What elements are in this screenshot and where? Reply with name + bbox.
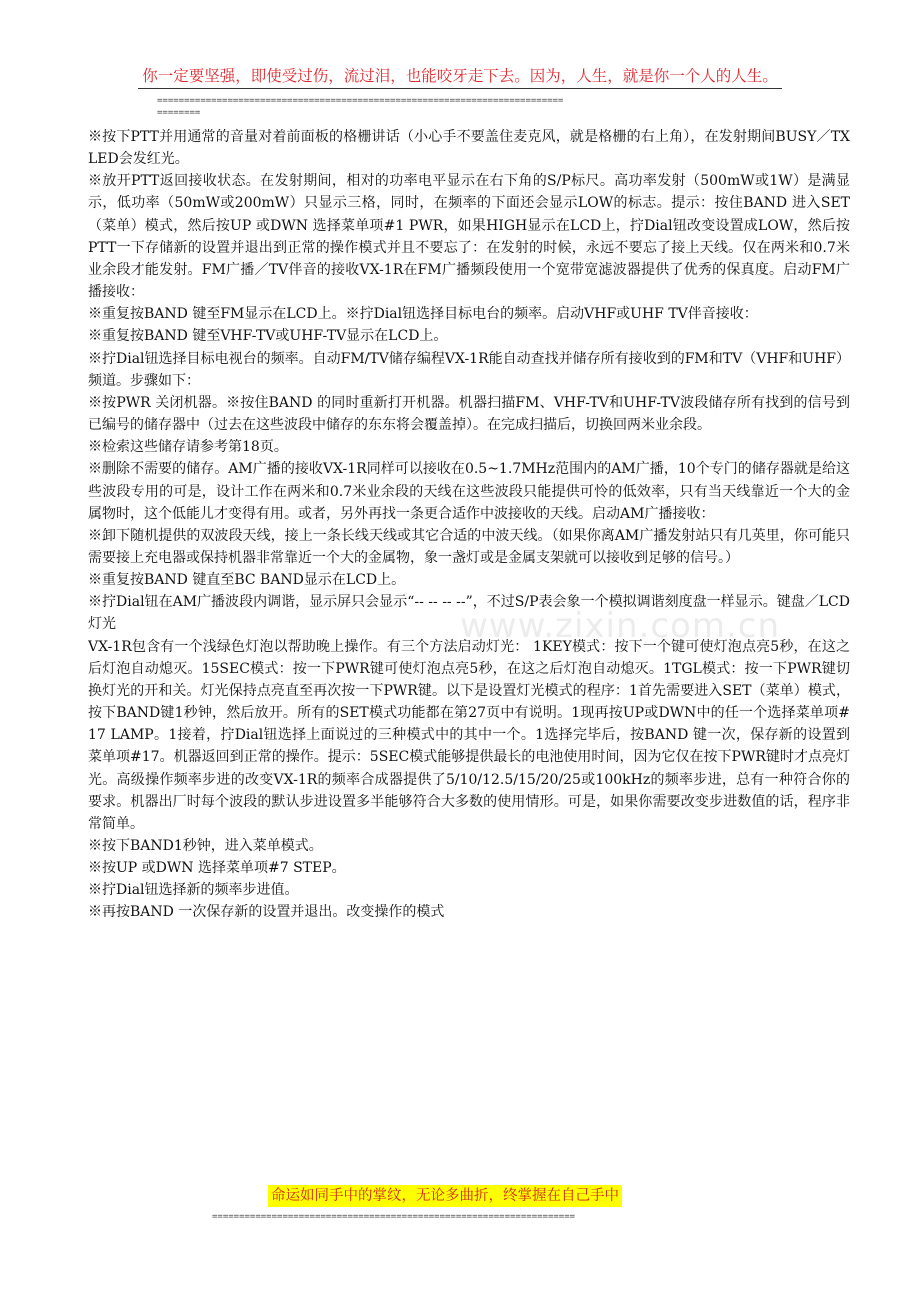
paragraph: ※按下BAND1秒钟，进入菜单模式。 [88,838,323,854]
paragraph: ※重复按BAND 键至VHF-TV或UHF-TV显示在LCD上。 [88,328,448,345]
paragraph: VX-1R包含有一个浅绿色灯泡以帮助晚上操作。有三个方法启动灯光： 1KEY模式：按下一个键可使灯泡点亮5秒，在这之后灯泡自动熄灭。15SEC模式：按一下PWR键可使灯泡点亮5秒，在这之后灯泡自动熄灭。1TGL模式：按一下PWR键切换灯光的开和关。灯光保持点亮直至再次按一下PWR键。以下是设置灯光模式的程序：1首先需要进入SET（菜单）模式，按下BAND键1秒钟，然后放开。所有的SET模式功能都在第27页中有说明。1现再按UP或DWN中的任一个选择菜单项#17 LAMP。1接着，拧Dial钮选择上面说过的三种模式中的其中一个。1选择完毕后，按BAND 键一次，保存新的设置到菜单项#17。机器返回到正常的操作。提示：5SEC模式能够提供最长的电池使用时间，因为它仅在按下PWR键时才点亮灯光。高级操作频率步进的改变VX-1R的频率合成器提供了5/10/12.5/15/20/25或100kHz的频率步进，总有一种符合你的要求。机器出厂时每个波段的默认步进设置多半能够符合大多数的使用情形。可是，如果你需要改变步进数值的话，程序非常简单。 [88,638,850,832]
paragraph: ※按PWR 关闭机器。※按住BAND 的同时重新打开机器。机器扫描FM、VHF-TV和UHF-TV波段储存所有找到的信号到已编号的储存器中（过去在这些波段中储存的东东将会覆盖掉）。在完成扫描后，切换回两米业余段。 [88,394,850,434]
paragraph: ※删除不需要的储存。AM广播的接收VX-1R同样可以接收在0.5~1.7MHz范围内的AM广播，10个专门的储存器就是给这些波段专用的可是，设计工作在两米和0.7米业余段的天线在这些波段只能提供可怜的低效率，只有当天线靠近一个大的金属物时，这个低能儿才变得有用。或者，另外再找一条更合适作中波接收的天线。启动AM广播接收： [88,461,850,522]
watermark: www.zixin.com.cn [460,606,780,646]
paragraph: ※放开PTT返回接收状态。在发射期间，相对的功率电平显示在右下角的S/P标尺。高功率发射（500mW或1W）是满显示，低功率（50mW或200mW）只显示三格，同时，在频率的下面还会显示LOW的标志。提示：按住BAND 进入SET（菜单）模式，然后按UP 或DWN 选择菜单项#1 PWR，如果HIGH显示在LCD上，拧Dial钮改变设置成LOW，然后按PTT一下存储新的设置并退出到正常的操作模式并且不要忘了：在发射的时候，永远不要忘了接上天线。仅在两米和0.7米业余段才能发射。FM广播／TV伴音的接收VX-1R在FM广播频段使用一个宽带宽滤波器提供了优秀的保真度。启动FM广播接收： [88,173,850,301]
header-divider [138,88,782,89]
paragraph: ※重复按BAND 键至FM显示在LCD上。※拧Dial钮选择目标电台的频率。启动VHF或UHF TV伴音接收： [88,306,758,323]
paragraph: ※重复按BAND 键直至BC BAND显示在LCD上。 [88,572,406,589]
footer-motto: 命运如同手中的掌纹，无论多曲折，终掌握在自己手中 [268,1185,622,1207]
paragraph: ※检索这些储存请参考第18页。 [88,439,288,456]
paragraph: ※拧Dial钮在AM广播波段内调谐，显示屏只会显示“-- -- -- --”，不过S/P表会象一个模拟调谐刻度盘一样显示。键盘／LCD灯光 [88,594,850,633]
paragraph: ※按UP 或DWN 选择菜单项#7 STEP。 [88,860,346,877]
paragraph: ※卸下随机提供的双波段天线，接上一条长线天线或其它合适的中波天线。（如果你离AM广播发射站只有几英里，你可能只需要接上充电器或保持机器非常靠近一个大的金属物，象一盏灯或是金属支架就可以接收到足够的信号。） [88,527,850,566]
header-motto: 你一定要坚强，即使受过伤，流过泪，也能咬牙走下去。因为，人生，就是你一个人的人生。 [142,67,778,85]
paragraph: ※按下PTT并用通常的音量对着前面板的格栅讲话（小心手不要盖住麦克风，就是格栅的右上角），在发射期间BUSY／TX LED会发红光。 [88,129,850,168]
document-body [88,126,850,1166]
paragraph: ※拧Dial钮选择新的频率步进值。 [88,882,299,899]
header-separator-line-2: ======== [157,108,201,118]
paragraph: ※拧Dial钮选择目标电视台的频率。自动FM/TV储存编程VX-1R能自动查找并储存所有接收到的FM和TV（VHF和UHF）频道。步骤如下： [88,350,850,389]
header-separator-line-1: =========================================================================== [157,96,564,106]
footer-separator: =================================================================== [212,1212,576,1222]
paragraph: ※再按BAND 一次保存新的设置并退出。改变操作的模式 [88,904,445,921]
